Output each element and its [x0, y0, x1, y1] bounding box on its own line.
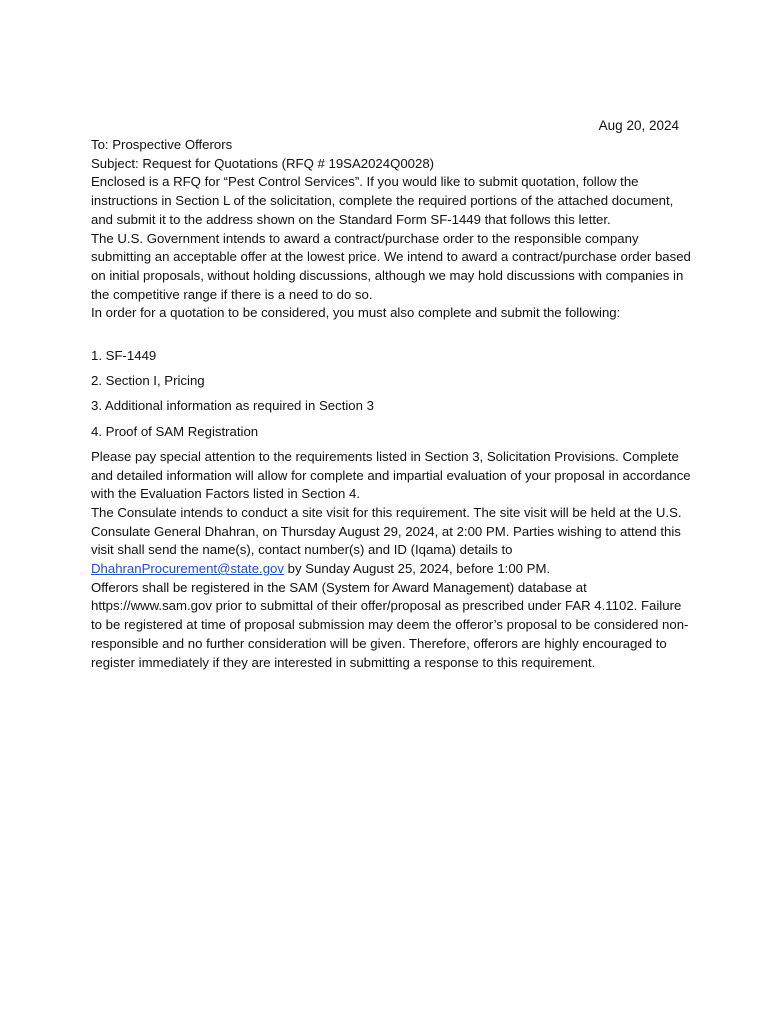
letter-date: Aug 20, 2024 — [598, 118, 679, 133]
addressee-line: To: Prospective Offerors — [91, 137, 233, 152]
consideration-paragraph: In order for a quotation to be considered, you must also complete and submit the following: — [91, 305, 621, 321]
sam-registration-paragraph: Offerors shall be registered in the SAM (System for Award Management) database at https://www.sam.gov prior to submittal of their offer/proposal as prescribed under FAR 4.1102. Failure to be registered at time of proposal submission may deem the offeror’s proposal to be considered non-responsible and no further consideration will be given. Therefore, offerors are highly encouraged to register immediately if they are interested in submitting a response to this requirement. — [91, 579, 689, 670]
intro-paragraph: Enclosed is a RFQ for “Pest Control Services”. If you would like to submit quotation, follow the instructions in Section L of the solicitation, complete the required portions of the attached document, and submit it to the address shown on the Standard Form SF-1449 that follows this letter. — [91, 174, 674, 227]
subject-line: Subject: Request for Quotations (RFQ # 19SA2024Q0028) — [91, 155, 435, 171]
letter-body — [91, 136, 691, 672]
list-item-additional-info: 3. Additional information as required in Section 3 — [91, 398, 374, 414]
site-visit-text: The Consulate intends to conduct a site visit for this requirement. The site visit will be held at the U.S. Consulate General Dhahran, on Thursday August 29, 2024, at 2:00 PM. Parties wishing to attend this visit shall send the name(s), contact number(s) and ID (Iqama) details to — [91, 504, 682, 558]
list-item-sam-proof: 4. Proof of SAM Registration — [91, 423, 259, 439]
list-item-sf1449: 1. SF-1449 — [91, 348, 157, 364]
award-paragraph: The U.S. Government intends to award a contract/purchase order to the responsible company submitting an acceptable offer at the lowest price. We intend to award a contract/purchase order based on initial proposals, without holding discussions, although we may hold discussions with companies in the competitive range if there is a need to do so. — [91, 230, 691, 302]
attention-paragraph: Please pay special attention to the requirements listed in Section 3, Solicitation Provisions. Complete and detailed information will allow for complete and impartial evaluation of your proposal in accordance with the Evaluation Factors listed in Section 4. — [91, 448, 691, 502]
site-visit-deadline-text: by Sunday August 25, 2024, before 1:00 PM. — [283, 561, 551, 577]
required-documents-list — [91, 347, 691, 441]
list-item-pricing: 2. Section I, Pricing — [91, 373, 205, 389]
site-visit-paragraph — [91, 504, 691, 579]
procurement-email-link[interactable]: DhahranProcurement@state.gov — [91, 561, 284, 577]
